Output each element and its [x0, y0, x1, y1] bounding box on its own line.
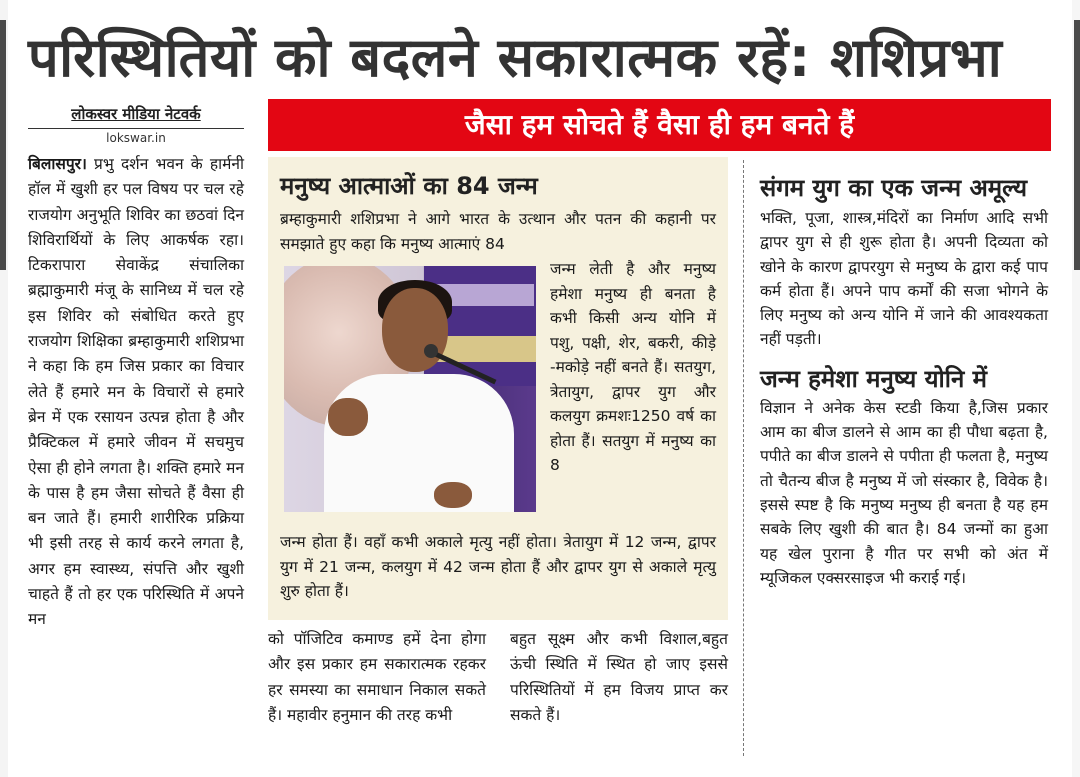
adjacent-photo-strip: [0, 20, 6, 270]
website: lokswar.in: [28, 128, 244, 145]
column-1-text: प्रभु दर्शन भवन के हार्मनी हॉल में खुशी हर पल विषय पर चल रहे राजयोग अनुभूति शिविर का छठवां दिन शिविरार्थियों के लिए आकर्षक रहा। टिकरापारा सेवाकेंद्र संचालिका ब्रह्माकुमारी मंजू के सानिध्य में चल रहे इस शिविर को संबोधित करते हुए राजयोग शिक्षिका ब्रम्हाकुमारी शशिप्रभा ने कहा कि हम जिस प्रकार का विचार लेते हैं हमारे मन के विचारों से हमारे ब्रेन में एक रसायन उत्पन्न होता है और प्रैक्टिकल में हमारे जीवन में सचमुच ऐसा ही होने लगता है। शक्ति हमारे मन के पास है हम जैसा सोचते हैं वैसा ही बन जाते हैं। हमारी शारीरिक प्रक्रिया भी इसी तरह से कार्य करने लगता है, अगर हम स्वास्थ्य, संपत्ति और खुशी चाहते हैं तो हर एक परिस्थिति में अपने मन: [28, 155, 244, 629]
section-paragraph-1: भक्ति, पूजा, शास्त्र,मंदिरों का निर्माण आदि सभी द्वापर युग से ही शुरू होता है। अपनी दिव्यता को खोने के कारण द्वापरयुग से मनुष्य के द्वारा कई पाप कर्म होता हैं। अपने पाप कर्मों की सजा भोगने के लिए मनुष्य को अन्य योनि में जाने की आवश्यकता नहीं पड़ती।: [760, 209, 1048, 349]
speaker-photo: [284, 266, 536, 512]
section-heading-1: संगम युग का एक जन्म अमूल्य: [760, 174, 1028, 202]
subheadline-banner: जैसा हम सोचते हैं वैसा ही हम बनते हैं: [268, 99, 1051, 151]
speaker-hand: [434, 482, 472, 508]
speaker-body: [324, 374, 514, 512]
byline-block: [28, 104, 244, 145]
box-heading: मनुष्य आत्माओं का 84 जन्म: [280, 172, 538, 200]
box-intro: ब्रम्हाकुमारी शशिप्रभा ने आगे भारत के उत्थान और पतन की कहानी पर समझाते हुए कहा कि मनुष्य आत्माएं 84: [280, 210, 716, 253]
speaker-face: [382, 288, 448, 372]
box-side-text: जन्म लेती है और मनुष्य हमेशा मनुष्य ही बनता है कभी किसी अन्य योनि में पशु, पक्षी, शेर, बकरी, कीड़े -मकोड़े नहीं बनते हैं। सतयुग, त्रेतायुग, द्वापर युग और कलयुग क्रमशः1250 वर्ष का होता हैं। सतयुग में मनुष्य का 8: [550, 260, 716, 474]
headline: परिस्थितियों को बदलने सकारात्मक रहें: शशिप्रभा: [28, 26, 1003, 89]
column-1: [28, 152, 244, 633]
column-5: [760, 170, 1048, 590]
adjacent-article-right-edge: [1072, 0, 1080, 777]
dateline: बिलासपुर।: [28, 155, 87, 173]
column-divider: [743, 160, 744, 756]
byline: लोकस्वर मीडिया नेटवर्क: [71, 105, 201, 123]
microphone-icon: [424, 344, 438, 358]
section-paragraph-2: विज्ञान ने अनेक केस स्टडी किया है,जिस प्रकार आम का बीज डालने से आम का ही पौधा बढ़ता है, पपीते का बीज डालने से पपीता ही फलता है, मनुष्य तो चैतन्य बीज है मनुष्य में जो संस्कार है, विवेक है। इससे स्पष्ट है कि मनुष्य मनुष्य ही बनता है यह हम सबके लिए खुशी की बात है। 84 जन्मों का हुआ यह खेल पुराना है गीत पर सभी को अंत में म्यूजिकल एक्सरसाइज भी कराई गई।: [760, 398, 1048, 587]
adjacent-article-left-edge: [0, 0, 8, 777]
adjacent-photo-strip: [1074, 20, 1080, 270]
box-bottom-text: जन्म होता हैं। वहाँ कभी अकाले मृत्यु नहीं होता। त्रेतायुग में 12 जन्म, द्वापर युग में 21 जन्म, कलयुग में 42 जन्म होता हैं और द्वापर युग से अकाले मृत्यु शुरु होता हैं।: [280, 533, 716, 600]
section-heading-2: जन्म हमेशा मनुष्य योनि में: [760, 364, 987, 393]
column-3: को पॉजिटिव कमाण्ड हमें देना होगा और इस प्रकार हम सकारात्मक रहकर हर समस्या का समाधान निकाल सकते हैं। महावीर हनुमान की तरह कभी: [268, 630, 486, 724]
speaker-hand: [328, 398, 368, 436]
column-4: बहुत सूक्ष्म और कभी विशाल,बहुत ऊंची स्थिति में स्थित हो जाए इससे परिस्थितियों में हम विजय प्राप्त कर सकते हैं।: [510, 630, 728, 724]
